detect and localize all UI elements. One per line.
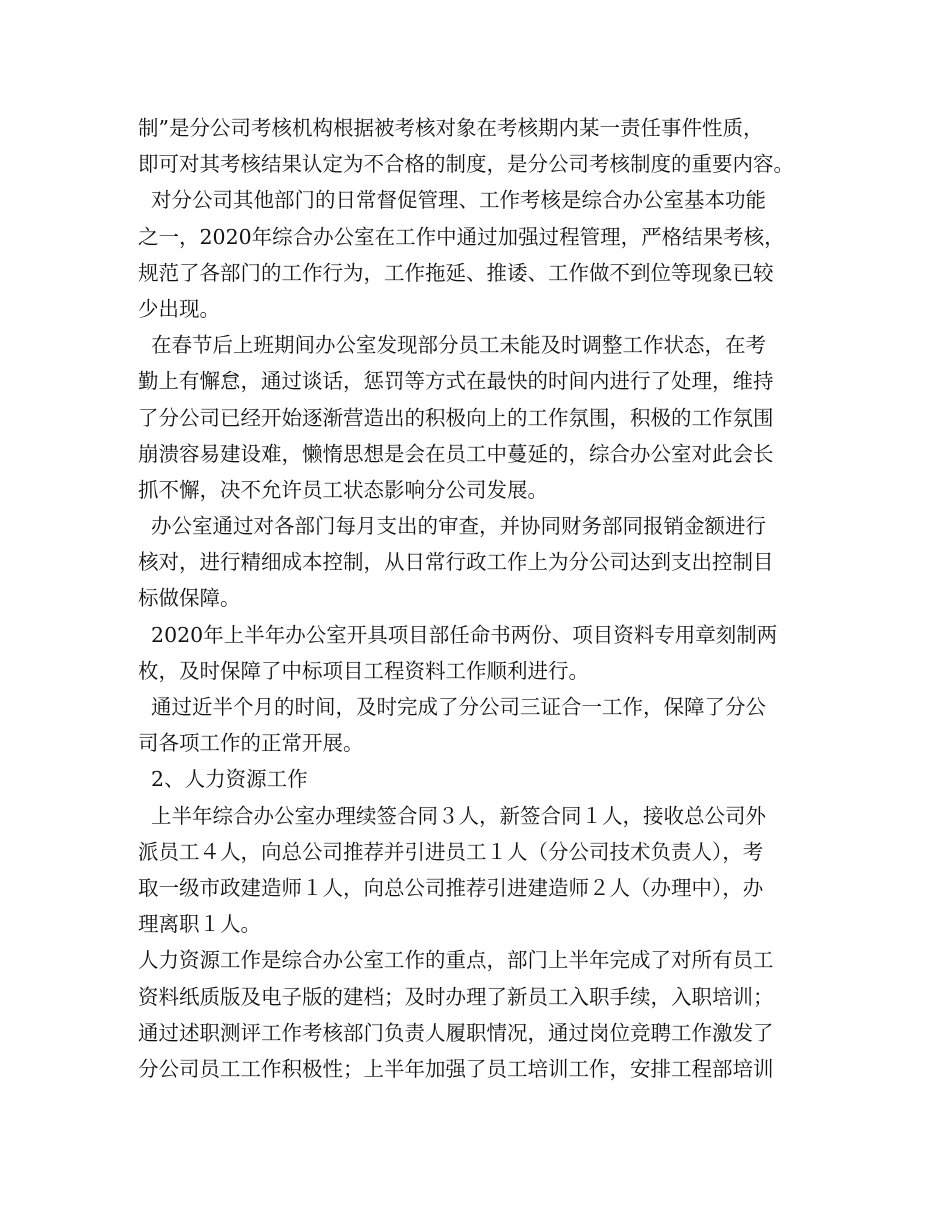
- text-line: 崩溃容易建设难，懒惰思想是会在员工中蔓延的，综合办公室对此会长: [138, 441, 774, 466]
- text-line: 通过近半个月的时间，及时完成了分公司三证合一工作，保障了分公: [138, 695, 767, 719]
- text-line: 取一级市政建造师１人，向总公司推荐引进建造师２人（办理中），办: [138, 875, 764, 900]
- text-line: 少出现。: [138, 296, 220, 321]
- text-line: 抓不懈，决不允许员工状态影响分公司发展。: [138, 477, 548, 502]
- text-line: 制”是分公司考核机构根据被考核对象在考核期内某一责任事件性质，: [138, 116, 764, 140]
- text-line: 司各项工作的正常开展。: [138, 731, 364, 756]
- text-line: 办公室通过对各部门每月支出的审查，并协同财务部同报销金额进行: [138, 514, 767, 539]
- text-line: 标做保障。: [138, 586, 241, 611]
- text-line: 上半年综合办公室办理续签合同３人，新签合同１人，接收总公司外: [138, 803, 767, 828]
- document-body: [138, 110, 828, 1087]
- section-heading: 2、人力资源工作: [138, 767, 308, 792]
- text-line: 人力资源工作是综合办公室工作的重点，部门上半年完成了对所有员工: [138, 948, 774, 973]
- text-line: 勤上有懈怠，通过谈话，惩罚等方式在最快的时间内进行了处理，维持: [138, 369, 774, 394]
- text-line: 了分公司已经开始逐渐营造出的积极向上的工作氛围，积极的工作氛围: [138, 405, 774, 430]
- text-line: 规范了各部门的工作行为，工作拖延、推诿、工作做不到位等现象已较: [138, 260, 774, 285]
- text-line: 在春节后上班期间办公室发现部分员工未能及时调整工作状态，在考: [138, 333, 767, 358]
- text-line: 理离职１人。: [138, 912, 261, 937]
- text-line: 派员工４人，向总公司推荐并引进员工１人（分公司技术负责人），考: [138, 839, 764, 864]
- text-line: 分公司员工工作积极性；上半年加强了员工培训工作，安排工程部培训: [138, 1056, 774, 1081]
- text-line: 2020年上半年办公室开具项目部任命书两份、项目资料专用章刻制两: [138, 622, 778, 647]
- text-line: 通过述职测评工作考核部门负责人履职情况，通过岗位竞聘工作激发了: [138, 1020, 774, 1045]
- text-line: 资料纸质版及电子版的建档；及时办理了新员工入职手续，入职培训；: [138, 984, 774, 1009]
- text-line: 枚，及时保障了中标项目工程资料工作顺利进行。: [138, 658, 589, 683]
- text-line: 对分公司其他部门的日常督促管理、工作考核是综合办公室基本功能: [138, 188, 767, 213]
- text-line: 之一，2020年综合办公室在工作中通过加强过程管理，严格结果考核，: [138, 224, 785, 249]
- text-line: 核对，进行精细成本控制，从日常行政工作上为分公司达到支出控制目: [138, 550, 774, 575]
- text-line: 即可对其考核结果认定为不合格的制度，是分公司考核制度的重要内容。: [138, 152, 794, 177]
